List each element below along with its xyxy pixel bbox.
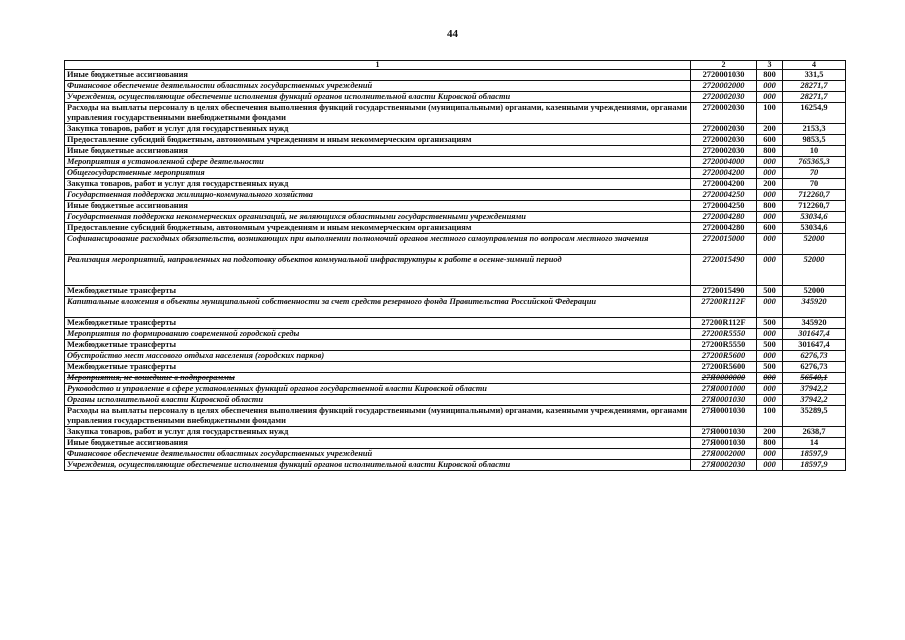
row-vr: 500 — [757, 318, 783, 329]
table-row — [65, 124, 846, 135]
table-row — [65, 449, 846, 460]
row-name: Учреждения, осуществляющие обеспечение исполнения функций органов исполнительной власти Кировской области — [65, 92, 691, 103]
row-name: Иные бюджетные ассигнования — [65, 438, 691, 449]
budget-table — [64, 60, 846, 471]
row-code: 27Я0001030 — [691, 438, 757, 449]
row-code: 27Я0001000 — [691, 384, 757, 395]
row-code: 27Я0001030 — [691, 406, 757, 427]
row-name: Органы исполнительной власти Кировской области — [65, 395, 691, 406]
row-name: Межбюджетные трансферты — [65, 286, 691, 297]
row-amount: 37942,2 — [783, 395, 846, 406]
row-vr: 500 — [757, 362, 783, 373]
row-amount: 37942,2 — [783, 384, 846, 395]
row-vr: 000 — [757, 297, 783, 318]
row-name: Финансовое обеспечение деятельности областных государственных учреждений — [65, 449, 691, 460]
row-vr: 000 — [757, 395, 783, 406]
row-amount: 301647,4 — [783, 329, 846, 340]
table-row — [65, 234, 846, 255]
row-code: 2720002030 — [691, 135, 757, 146]
row-amount: 345920 — [783, 318, 846, 329]
row-name: Финансовое обеспечение деятельности областных государственных учреждений — [65, 81, 691, 92]
row-vr: 000 — [757, 92, 783, 103]
row-code: 2720002030 — [691, 103, 757, 124]
header-col-code: 2 — [691, 61, 757, 70]
table-row — [65, 179, 846, 190]
row-amount: 18597,9 — [783, 449, 846, 460]
row-code: 2720002000 — [691, 81, 757, 92]
row-code: 27200R112F — [691, 318, 757, 329]
row-vr: 000 — [757, 460, 783, 471]
row-vr: 200 — [757, 124, 783, 135]
table-row — [65, 70, 846, 81]
row-code: 27200R5550 — [691, 329, 757, 340]
row-code: 27Я0002030 — [691, 460, 757, 471]
table-row — [65, 201, 846, 212]
row-amount: 10 — [783, 146, 846, 157]
row-name: Предоставление субсидий бюджетным, автономным учреждениям и иным некоммерческим организациям — [65, 223, 691, 234]
row-name: Мероприятия, не вошедшие в подпрограммы — [65, 373, 691, 384]
row-name: Межбюджетные трансферты — [65, 340, 691, 351]
row-amount: 28271,7 — [783, 81, 846, 92]
row-code: 27Я0002000 — [691, 449, 757, 460]
header-col-name: 1 — [65, 61, 691, 70]
page-number: 44 — [447, 28, 458, 40]
table-row — [65, 157, 846, 168]
row-vr: 000 — [757, 212, 783, 223]
row-name: Руководство и управление в сфере установленных функций органов государственной власти Кировской области — [65, 384, 691, 395]
row-amount: 2153,3 — [783, 124, 846, 135]
row-name: Мероприятия по формированию современной городской среды — [65, 329, 691, 340]
table-row — [65, 146, 846, 157]
table-row — [65, 395, 846, 406]
row-vr: 600 — [757, 223, 783, 234]
table-row — [65, 460, 846, 471]
row-code: 2720004250 — [691, 201, 757, 212]
row-code: 27200R5550 — [691, 340, 757, 351]
row-name: Обустройство мест массового отдыха населения (городских парков) — [65, 351, 691, 362]
row-vr: 800 — [757, 70, 783, 81]
row-name: Закупка товаров, работ и услуг для государственных нужд — [65, 124, 691, 135]
table-header-row — [65, 61, 846, 70]
row-amount: 52000 — [783, 255, 846, 286]
row-amount: 765365,3 — [783, 157, 846, 168]
row-amount: 301647,4 — [783, 340, 846, 351]
table-row — [65, 340, 846, 351]
row-vr: 100 — [757, 103, 783, 124]
row-code: 2720015490 — [691, 255, 757, 286]
row-code: 2720004200 — [691, 168, 757, 179]
row-vr: 500 — [757, 340, 783, 351]
row-amount: 345920 — [783, 297, 846, 318]
row-vr: 000 — [757, 384, 783, 395]
table-row — [65, 318, 846, 329]
row-vr: 000 — [757, 449, 783, 460]
table-row — [65, 286, 846, 297]
row-amount: 70 — [783, 179, 846, 190]
row-vr: 500 — [757, 286, 783, 297]
table-row — [65, 438, 846, 449]
table-row — [65, 190, 846, 201]
row-amount: 70 — [783, 168, 846, 179]
row-name: Мероприятия в установленной сфере деятельности — [65, 157, 691, 168]
row-code: 2720004200 — [691, 179, 757, 190]
table-row — [65, 297, 846, 318]
row-name: Предоставление субсидий бюджетным, автономным учреждениям и иным некоммерческим организациям — [65, 135, 691, 146]
table-row — [65, 373, 846, 384]
row-code: 2720004280 — [691, 212, 757, 223]
row-code: 2720001030 — [691, 70, 757, 81]
table-row — [65, 223, 846, 234]
table-row — [65, 103, 846, 124]
table-row — [65, 384, 846, 395]
row-name: Иные бюджетные ассигнования — [65, 146, 691, 157]
row-name: Расходы на выплаты персоналу в целях обеспечения выполнения функций государственными (муниципальными) органами, казенными учреждениями, органами управления государственными внебюджетными фондами — [65, 406, 691, 427]
table-row — [65, 362, 846, 373]
row-name: Государственная поддержка некоммерческих организаций, не являющихся областными государственными учреждениями — [65, 212, 691, 223]
row-code: 2720002030 — [691, 124, 757, 135]
row-vr: 000 — [757, 81, 783, 92]
row-name: Иные бюджетные ассигнования — [65, 201, 691, 212]
row-amount: 2638,7 — [783, 427, 846, 438]
row-code: 2720004280 — [691, 223, 757, 234]
row-name: Межбюджетные трансферты — [65, 362, 691, 373]
row-name: Межбюджетные трансферты — [65, 318, 691, 329]
row-vr: 000 — [757, 255, 783, 286]
row-code: 27200R5600 — [691, 351, 757, 362]
row-name: Учреждения, осуществляющие обеспечение исполнения функций органов исполнительной власти Кировской области — [65, 460, 691, 471]
row-name: Расходы на выплаты персоналу в целях обеспечения выполнения функций государственными (муниципальными) органами, казенными учреждениями, органами управления государственными внебюджетными фондами — [65, 103, 691, 124]
row-code: 27Я0001030 — [691, 395, 757, 406]
row-name: Реализация мероприятий, направленных на подготовку объектов коммунальной инфраструктуры к работе в осенне-зимний период — [65, 255, 691, 286]
row-amount: 52000 — [783, 234, 846, 255]
header-col-amount: 4 — [783, 61, 846, 70]
row-code: 2720002030 — [691, 92, 757, 103]
row-name: Общегосударственные мероприятия — [65, 168, 691, 179]
row-amount: 6276,73 — [783, 351, 846, 362]
row-amount: 28271,7 — [783, 92, 846, 103]
row-amount: 331,5 — [783, 70, 846, 81]
row-code: 2720015000 — [691, 234, 757, 255]
row-amount: 18597,9 — [783, 460, 846, 471]
table-row — [65, 212, 846, 223]
header-col-vr: 3 — [757, 61, 783, 70]
table-row — [65, 92, 846, 103]
table-row — [65, 168, 846, 179]
row-vr: 800 — [757, 146, 783, 157]
row-vr: 000 — [757, 373, 783, 384]
row-amount: 52000 — [783, 286, 846, 297]
row-amount: 712260,7 — [783, 190, 846, 201]
row-code: 27200R112F — [691, 297, 757, 318]
table-row — [65, 255, 846, 286]
row-amount: 35289,5 — [783, 406, 846, 427]
table-row — [65, 427, 846, 438]
row-amount: 53034,6 — [783, 223, 846, 234]
row-vr: 000 — [757, 168, 783, 179]
row-name: Иные бюджетные ассигнования — [65, 70, 691, 81]
row-name: Закупка товаров, работ и услуг для государственных нужд — [65, 179, 691, 190]
row-amount: 6276,73 — [783, 362, 846, 373]
row-vr: 000 — [757, 234, 783, 255]
row-vr: 800 — [757, 201, 783, 212]
row-vr: 000 — [757, 190, 783, 201]
row-name: Софинансирование расходных обязательств, возникающих при выполнении полномочий органов местного самоуправления по вопросам местного значения — [65, 234, 691, 255]
row-vr: 000 — [757, 157, 783, 168]
row-vr: 200 — [757, 427, 783, 438]
row-amount: 14 — [783, 438, 846, 449]
row-amount: 712260,7 — [783, 201, 846, 212]
table-row — [65, 351, 846, 362]
row-amount: 16254,9 — [783, 103, 846, 124]
table-row — [65, 135, 846, 146]
row-vr: 000 — [757, 351, 783, 362]
table-row — [65, 406, 846, 427]
row-vr: 800 — [757, 438, 783, 449]
row-amount: 53034,6 — [783, 212, 846, 223]
row-name: Государственная поддержка жилищно-коммунального хозяйства — [65, 190, 691, 201]
row-name: Капитальные вложения в объекты муниципальной собственности за счет средств резервного фонда Правительства Российской Федерации — [65, 297, 691, 318]
row-name: Закупка товаров, работ и услуг для государственных нужд — [65, 427, 691, 438]
row-code: 27Я0000000 — [691, 373, 757, 384]
row-vr: 600 — [757, 135, 783, 146]
row-vr: 200 — [757, 179, 783, 190]
row-code: 2720015490 — [691, 286, 757, 297]
row-vr: 000 — [757, 329, 783, 340]
table-row — [65, 329, 846, 340]
row-code: 27200R5600 — [691, 362, 757, 373]
row-amount: 9853,5 — [783, 135, 846, 146]
row-vr: 100 — [757, 406, 783, 427]
row-code: 2720004250 — [691, 190, 757, 201]
row-code: 2720002030 — [691, 146, 757, 157]
table-row — [65, 81, 846, 92]
row-amount: 56540,1 — [783, 373, 846, 384]
row-code: 27Я0001030 — [691, 427, 757, 438]
row-code: 2720004000 — [691, 157, 757, 168]
